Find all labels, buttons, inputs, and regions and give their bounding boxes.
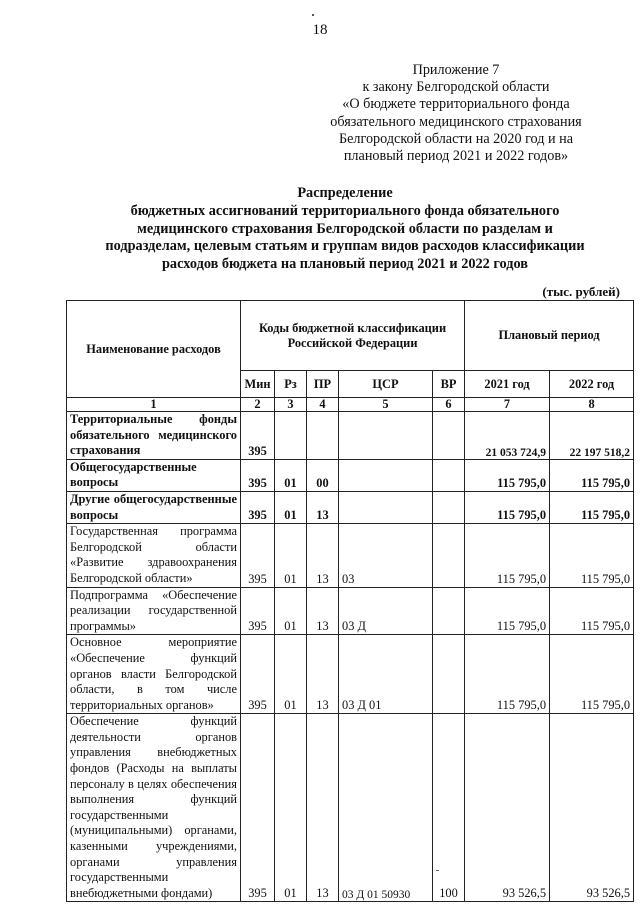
row-name: Территориальные фонды обязательного медицинского страхования — [67, 412, 241, 460]
table-row — [67, 459, 634, 491]
table-row — [67, 524, 634, 587]
row-vr — [433, 412, 465, 460]
row-vr — [433, 491, 465, 523]
row-min: 395 — [241, 524, 275, 587]
header-2022: 2022 год — [550, 371, 634, 398]
row-2022: 115 795,0 — [550, 524, 634, 587]
row-pr: 13 — [307, 587, 339, 635]
row-2021: 115 795,0 — [465, 459, 550, 491]
row-vr — [433, 459, 465, 491]
row-min: 395 — [241, 491, 275, 523]
title-line: бюджетных ассигнований территориального фонда обязательного — [130, 202, 560, 219]
row-2022: 115 795,0 — [550, 635, 634, 714]
row-min: 395 — [241, 714, 275, 902]
page-number: 18 — [312, 22, 328, 38]
row-min: 395 — [241, 459, 275, 491]
row-csr: 03 Д — [339, 587, 433, 635]
row-name: Подпрограмма «Обеспечение реализации государственной программы» — [67, 587, 241, 635]
row-pr — [307, 412, 339, 460]
header-row — [67, 301, 634, 371]
title-line: расходов бюджета на плановый период 2021 и 2022 годов — [161, 256, 529, 273]
scan-speck — [436, 870, 439, 871]
row-2022: 115 795,0 — [550, 459, 634, 491]
row-rz: 01 — [275, 587, 307, 635]
row-2022: 22 197 518,2 — [550, 412, 634, 460]
row-2021: 115 795,0 — [465, 491, 550, 523]
header-csr: ЦСР — [339, 371, 433, 398]
document-title — [70, 185, 620, 274]
row-2021: 21 053 724,9 — [465, 412, 550, 460]
row-rz: 01 — [275, 714, 307, 902]
column-number: 1 — [67, 398, 241, 412]
table-row — [67, 635, 634, 714]
row-min: 395 — [241, 587, 275, 635]
appendix-line: обязательного медицинского страхования — [330, 113, 582, 130]
table-row — [67, 491, 634, 523]
table-row — [67, 412, 634, 460]
column-number: 7 — [465, 398, 550, 412]
row-rz — [275, 412, 307, 460]
row-2021: 93 526,5 — [465, 714, 550, 902]
row-pr: 00 — [307, 459, 339, 491]
row-csr: 03 Д 01 — [339, 635, 433, 714]
row-min: 395 — [241, 635, 275, 714]
budget-table — [66, 300, 634, 902]
row-vr — [433, 524, 465, 587]
row-csr — [339, 459, 433, 491]
row-rz: 01 — [275, 635, 307, 714]
appendix-note — [306, 62, 606, 165]
header-vr: ВР — [433, 371, 465, 398]
appendix-line: Приложение 7 — [412, 62, 500, 78]
row-csr — [339, 412, 433, 460]
row-pr: 13 — [307, 524, 339, 587]
row-pr: 13 — [307, 714, 339, 902]
scan-speck — [312, 14, 314, 16]
row-min: 395 — [241, 412, 275, 460]
row-2022: 115 795,0 — [550, 491, 634, 523]
column-number-row — [67, 398, 634, 412]
row-csr — [339, 491, 433, 523]
row-2022: 93 526,5 — [550, 714, 634, 902]
row-vr — [433, 635, 465, 714]
row-name: Другие общегосударственные вопросы — [67, 491, 241, 523]
row-pr: 13 — [307, 635, 339, 714]
row-name: Основное мероприятие «Обеспечение функций органов власти Белгородской области, в том числе территориальных органов» — [67, 635, 241, 714]
units-label: (тыс. рублей) — [542, 284, 620, 299]
appendix-line: к закону Белгородской области — [362, 79, 550, 96]
appendix-line: «О бюджете территориального фонда — [342, 96, 570, 113]
row-rz: 01 — [275, 491, 307, 523]
table-row — [67, 714, 634, 902]
row-name: Государственная программа Белгородской области «Развитие здравоохранения Белгородской области» — [67, 524, 241, 587]
column-number: 5 — [339, 398, 433, 412]
column-number: 6 — [433, 398, 465, 412]
row-pr: 13 — [307, 491, 339, 523]
row-name: Обеспечение функций деятельности органов управления внебюджетных фондов (Расходы на выплаты персоналу в целях обеспечения выполнения функций государственными (муниципальными) органами, казенными учреждениями, органами управления государственными внебюджетными фондами) — [67, 714, 241, 902]
column-number: 3 — [275, 398, 307, 412]
row-2022: 115 795,0 — [550, 587, 634, 635]
column-number: 4 — [307, 398, 339, 412]
row-vr: 100 — [433, 714, 465, 902]
row-rz: 01 — [275, 459, 307, 491]
row-csr: 03 — [339, 524, 433, 587]
row-2021: 115 795,0 — [465, 524, 550, 587]
title-line: Распределение — [297, 185, 393, 201]
row-name: Общегосударственные вопросы — [67, 459, 241, 491]
title-line: медицинского страхования Белгородской области по разделам и — [137, 220, 553, 237]
appendix-line: Белгородской области на 2020 год и на — [338, 130, 574, 147]
row-2021: 115 795,0 — [465, 635, 550, 714]
column-number: 8 — [550, 398, 634, 412]
header-codes: Коды бюджетной классификации Российской Федерации — [241, 301, 465, 371]
column-number: 2 — [241, 398, 275, 412]
header-rz: Рз — [275, 371, 307, 398]
header-pr: ПР — [307, 371, 339, 398]
row-vr — [433, 587, 465, 635]
table-row — [67, 587, 634, 635]
appendix-line: плановый период 2021 и 2022 годов» — [343, 148, 569, 165]
header-2021: 2021 год — [465, 371, 550, 398]
header-min: Мин — [241, 371, 275, 398]
row-2021: 115 795,0 — [465, 587, 550, 635]
header-period: Плановый период — [465, 301, 634, 371]
row-rz: 01 — [275, 524, 307, 587]
header-name: Наименование расходов — [67, 301, 241, 398]
title-line: подразделам, целевым статьям и группам видов расходов классификации — [105, 238, 585, 255]
row-csr: 03 Д 01 50930 — [339, 714, 433, 902]
